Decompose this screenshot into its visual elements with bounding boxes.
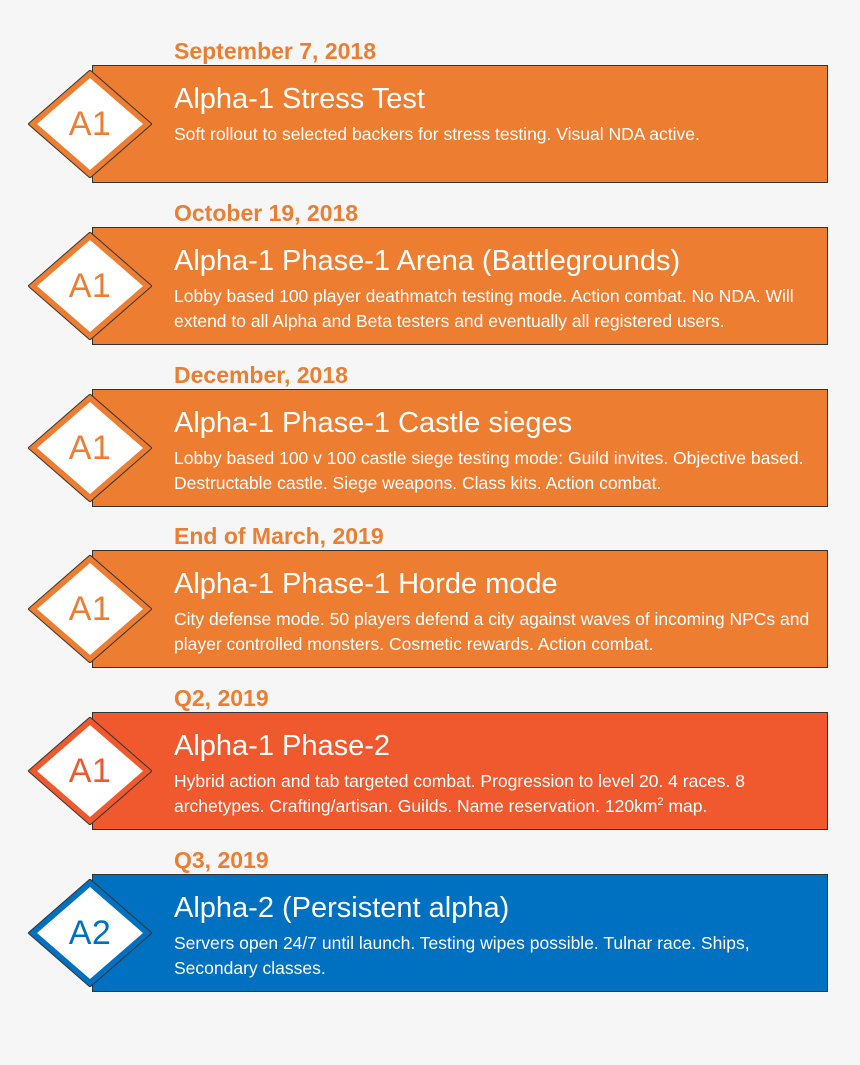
milestone-castle-sieges [0,361,860,523]
milestone-description: Servers open 24/7 until launch. Testing wipes possible. Tulnar race. Ships, Secondary classes. [174,933,750,978]
milestone-badge [28,717,152,825]
milestone-badge [28,555,152,663]
milestone-description: Lobby based 100 player deathmatch testing mode. Action combat. No NDA. Will extend to all Alpha and Beta testers and eventually all registered users. [174,286,794,331]
milestone-badge [28,879,152,987]
milestone-date: October 19, 2018 [174,200,359,226]
milestone-date: End of March, 2019 [174,523,384,549]
superscript-squared: 2 [657,796,664,809]
badge-label: A1 [68,589,112,628]
milestone-date: Q2, 2019 [174,685,269,711]
badge-label: A1 [68,104,112,143]
milestone-description: Lobby based 100 v 100 castle siege testing mode: Guild invites. Objective based. Destructable castle. Siege weapons. Class kits. Action combat. [174,448,804,493]
milestone-title: Alpha-1 Phase-1 Horde mode [174,568,558,600]
milestone-title: Alpha-1 Phase-2 [174,730,391,762]
milestone-arena [0,199,860,361]
milestone-badge [28,232,152,340]
badge-label: A2 [68,913,112,952]
milestone-stress-test [0,37,860,199]
milestone-date: December, 2018 [174,362,348,388]
milestone-badge [28,394,152,502]
badge-label: A1 [68,428,112,467]
badge-label: A1 [68,751,112,790]
description-text: Hybrid action and tab targeted combat. Progression to level 20. 4 races. 8 archetypes. Crafting/artisan. Guilds. Name reservation. 120km [174,771,746,816]
milestone-description: City defense mode. 50 players defend a city against waves of incoming NPCs and player controlled monsters. Cosmetic rewards. Action combat. [174,609,810,654]
milestone-description [174,769,824,819]
milestone-description: Soft rollout to selected backers for stress testing. Visual NDA active. [174,124,700,144]
milestone-title: Alpha-1 Stress Test [174,83,425,115]
badge-label: A1 [68,266,112,305]
milestone-phase-2 [0,684,860,846]
milestone-date: Q3, 2019 [174,847,269,873]
milestone-date: September 7, 2018 [174,38,377,64]
milestone-badge [28,70,152,178]
milestone-title: Alpha-1 Phase-1 Arena (Battlegrounds) [174,245,681,277]
milestone-title: Alpha-2 (Persistent alpha) [174,892,510,924]
milestone-title: Alpha-1 Phase-1 Castle sieges [174,407,573,439]
description-tail: map. [663,796,708,816]
milestone-persistent-alpha [0,846,860,1008]
milestone-horde-mode [0,522,860,684]
